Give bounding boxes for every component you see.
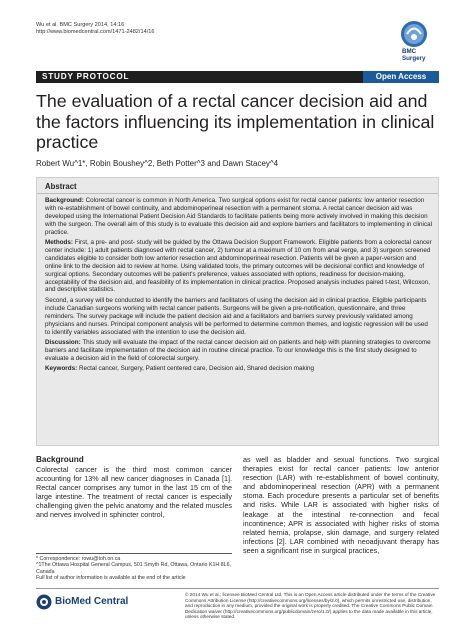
body-column-left xyxy=(36,455,232,520)
journal-logo-line2: Surgery xyxy=(402,55,426,62)
publisher-logo xyxy=(36,593,136,611)
abstract-box xyxy=(36,177,439,446)
article-title: The evaluation of a rectal cancer decision aid and the factors influencing its implementation in clinical practice xyxy=(36,91,435,152)
keywords-label: Keywords: xyxy=(45,365,78,373)
body-text-right: as well as bladder and sexual functions. Two surgical therapies exist for rectal cancer patients: low anterior resection (LAR) with re-establishment of bowel continuity, and abdominoperineal resection (APR) with a permanent stoma. Each procedure presents a particular set of benefits and risks. While LAR is associated with higher risks of leakage at the intestinal re-connection and fecal incontinence; APR is associated with higher risks of stoma related hernia, prolapse, skin damage, and surgery related infections [2]. LAR combined with neoadjuvant therapy has seen a significant rise in surgical practices, xyxy=(243,455,439,555)
discussion-label: Discussion: xyxy=(45,338,81,346)
background-text: Colorectal cancer is common in North America. Two surgical options exist for rectal cancer patients: low anterior resection with re-establishment of bowel continuity, and abdominoperineal resection with a permanent stoma. A rectal cancer decision aid was developed using the International Patient Decision Aid Standards to facilitate patients being more actively involved in making this decision with the surgeon. The overall aim of this study is to evaluate this decision aid and explore barriers and facilitators to implementing in clinical practice. xyxy=(45,197,432,236)
citation-header xyxy=(36,22,154,36)
abstract-divider xyxy=(37,193,438,194)
abstract-body xyxy=(45,197,433,376)
background-label: Background: xyxy=(45,197,84,204)
abstract-heading: Abstract xyxy=(45,182,77,191)
section-heading-background: Background xyxy=(36,455,84,464)
author-affiliation: ^1The Ottawa Hospital General Campus, 501 Smyth Rd, Ottawa, Ontario K1H 8L6, Canada xyxy=(36,562,232,575)
methods-label: Methods: xyxy=(45,239,73,247)
journal-logo-text xyxy=(402,48,425,62)
correspondence-email[interactable]: * Correspondence: rowu@toh.on.ca xyxy=(36,556,121,562)
abstract-background xyxy=(45,197,433,237)
abstract-methods-2: Second, a survey will be conducted to identify the barriers and facilitators of using the decision aid in clinical practice. Eligible participants include Canadian surgeons working with rectal cancer patients. Surgeons will be given a pre-notification, questionnaire, and three reminders. The survey package will include the patient decision aid and a facilitators and barriers survey previously validated among physicians and nurses. Principal component analysis will be performed to determine common themes, and logistic regression will be used to identify variables associated with the intention to use the decision aid. xyxy=(45,296,428,336)
abstract-keywords xyxy=(45,365,433,373)
keywords-text: Rectal cancer, Surgery, Patient centered care, Decision aid, Shared decision making xyxy=(77,365,315,373)
citation-line: Wu et al. BMC Surgery 2014, 14:16 xyxy=(36,22,125,28)
publisher-name: BioMed Central xyxy=(55,596,129,607)
open-access-badge: Open Access xyxy=(363,71,439,83)
abstract-methods xyxy=(45,239,433,294)
discussion-text: This study will evaluate the impact of the rectal cancer decision aid on patients and help with planning strategies to overcome barriers and facilitate implementation of the decision aid in routine clinical practice. To our knowledge this is the first study designed to evaluate a decision aid in the field of colorectal surgery. xyxy=(45,338,431,362)
biomed-central-mark-icon xyxy=(36,594,52,610)
body-column-right xyxy=(243,455,439,555)
article-url[interactable]: http://www.biomedcentral.com/1471-2482/14/16 xyxy=(36,29,155,36)
article-type-banner xyxy=(36,71,439,83)
journal-logo-line1: BMC xyxy=(402,48,417,55)
author-info-note: Full list of author information is available at the end of the article xyxy=(36,575,186,582)
license-text: © 2014 Wu et al.; licensee BioMed Central Ltd. This is an Open Access article distributed under the terms of the Creative Commons Attribution License (http://creativecommons.org/licenses/by/2.0), which permits unrestricted use, distribution, and reproduction in any medium, provided the original work is properly credited. The Creative Commons Public Domain Dedication waiver (http://creativecommons.org/publicdomain/zero/1.0/) applies to the data made available in this article, unless otherwise stated. xyxy=(185,592,436,620)
body-text-left: Colorectal cancer is the third most common cancer accounting for 13% all new cancer diagnoses in Canada [1]. Rectal cancer comprises any tumor in the last 15 cm of the large intestine. The treatment of rectal cancer is especially challenging given the pelvic anatomy and the related muscles and nerves involved in sphincter control, xyxy=(36,465,232,520)
author-list: Robert Wu^1*, Robin Boushey^2, Beth Potter^3 and Dawn Stacey^4 xyxy=(36,159,279,168)
abstract-discussion xyxy=(45,339,433,363)
footer-divider xyxy=(36,588,439,589)
footnote-block xyxy=(36,553,232,582)
methods-text: First, a pre- and post- study will be guided by the Ottawa Decision Support Framework. Eligible patients from a colorectal cancer center include: 1) adult patients diagnosed with rectal cancer, 2) tumour at a maximum of 10 cm from anal verge, and 3) surgeon screened candidates eligible to consider both low anterior resection and abdominoperineal resection. Patients will be given a paper-version and online link to the decision aid to review at home. Using validated tools, the primary outcomes will be decisional conflict and knowledge of surgical options. Secondary outcomes will be patient's preference, values associated with options, readiness for decision-making, acceptability of the decision aid, and feasibility of its implementation in clinical practice. Proposed analysis includes paired t-test, Wilcoxon, and descriptive statistics. xyxy=(45,239,432,294)
article-type: STUDY PROTOCOL xyxy=(42,72,130,81)
